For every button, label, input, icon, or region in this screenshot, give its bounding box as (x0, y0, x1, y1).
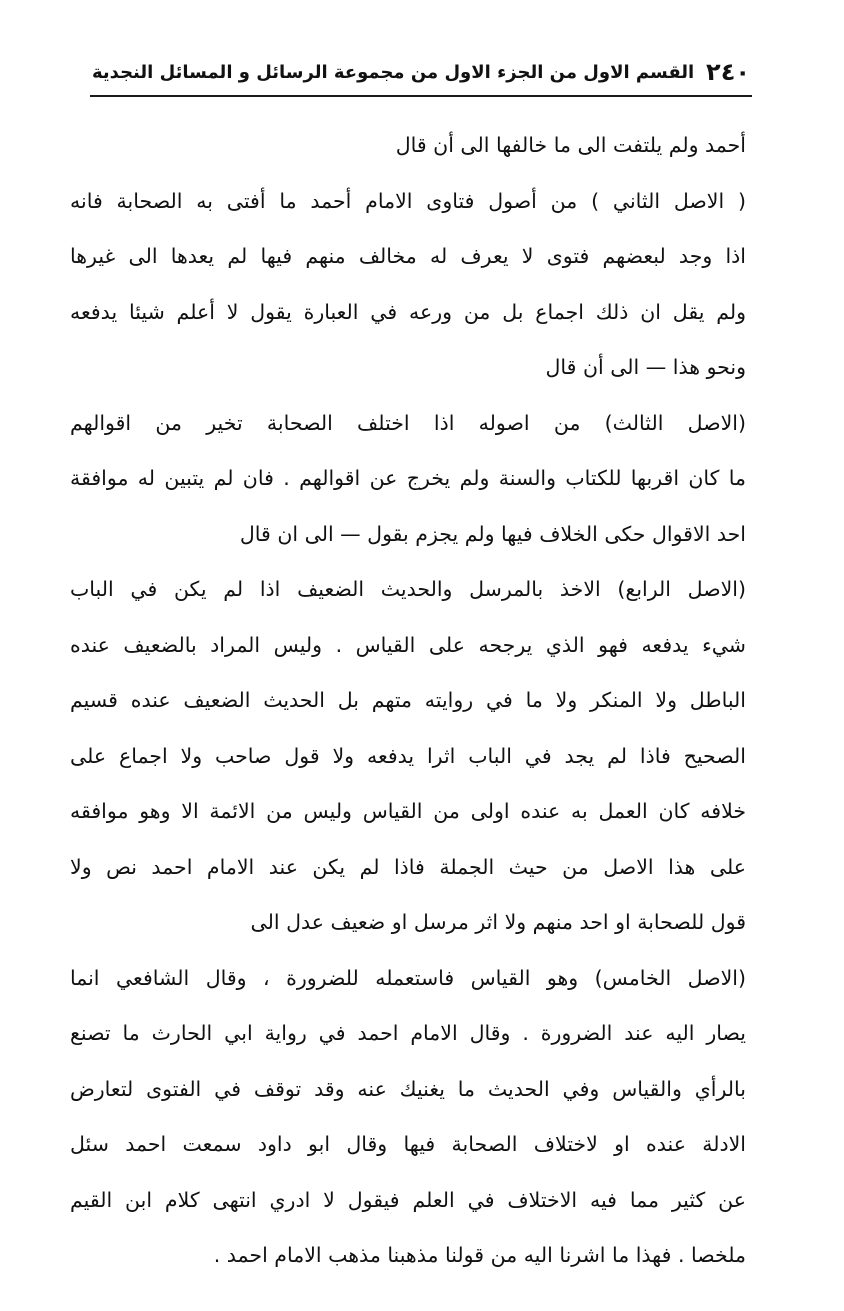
header-title: القسم الاول من الجزء الاول من مجموعة الرسائل و المسائل النجدية (92, 61, 695, 83)
text-line: ونحو هذا — الى أن قال (545, 355, 746, 379)
text-line: على هذا الاصل من حيث الجملة فاذا لم يكن عند الامام احمد نص ولا (70, 854, 746, 879)
body-text (70, 118, 746, 1284)
running-header (92, 52, 750, 92)
text-line: قول للصحابة او احد منهم ولا اثر مرسل او ضعيف عدل الى (250, 910, 746, 934)
text-line: اذا وجد لبعضهم فتوى لا يعرف له مخالف منهم فيها لم يعدها الى غيرها (70, 244, 746, 268)
text-line: أحمد ولم يلتفت الى ما خالفها الى أن قال (395, 133, 746, 157)
header-rule (90, 95, 752, 97)
text-line: الباطل ولا المنكر ولا ما في روايته متهم بل الحديث الضعيف عنده قسيم (70, 688, 746, 712)
text-line: (الاصل الثالث) من اصوله اذا اختلف الصحابة تخير من اقوالهم (70, 410, 746, 435)
text-line: ما كان اقربها للكتاب والسنة ولم يخرج عن اقوالهم . فان لم يتبين له موافقة (70, 466, 746, 490)
text-line: الادلة عنده او لاختلاف الصحابة فيها وقال ابو داود سمعت احمد سئل (70, 1132, 746, 1156)
text-line: ولم يقل ان ذلك اجماع بل من ورعه في العبارة يقول لا أعلم شيئا يدفعه (70, 299, 746, 324)
text-line: (الاصل الرابع) الاخذ بالمرسل والحديث الضعيف اذا لم يكن في الباب (70, 577, 746, 601)
text-line: (الاصل الخامس) وهو القياس فاستعمله للضرورة ، وقال الشافعي انما (70, 965, 746, 990)
text-line: يصار اليه عند الضرورة . وقال الامام احمد في رواية ابي الحارث ما تصنع (70, 1021, 746, 1045)
text-line: خلافه كان العمل به عنده اولى من القياس وليس من الائمة الا وهو موافقه (70, 799, 746, 823)
text-line: ( الاصل الثاني ) من أصول فتاوى الامام أحمد ما أفتى به الصحابة فانه (70, 188, 746, 213)
text-line: ملخصا . فهذا ما اشرنا اليه من قولنا مذهبنا مذهب الامام احمد . (213, 1243, 746, 1267)
text-line: شيء يدفعه فهو الذي يرجحه على القياس . وليس المراد بالضعيف عنده (70, 632, 746, 657)
page-number: ٢٤٠ (706, 58, 750, 86)
text-line: الصحيح فاذا لم يجد في الباب اثرا يدفعه ولا قول صاحب ولا اجماع على (70, 743, 746, 768)
text-line: احد الاقوال حكى الخلاف فيها ولم يجزم بقول — الى ان قال (239, 521, 746, 546)
text-line: عن كثير مما فيه الاختلاف في العلم فيقول لا ادري انتهى كلام ابن القيم (70, 1187, 746, 1212)
text-line: بالرأي والقياس وفي الحديث ما يغنيك عنه وقد توقف في الفتوى لتعارض (70, 1076, 746, 1101)
